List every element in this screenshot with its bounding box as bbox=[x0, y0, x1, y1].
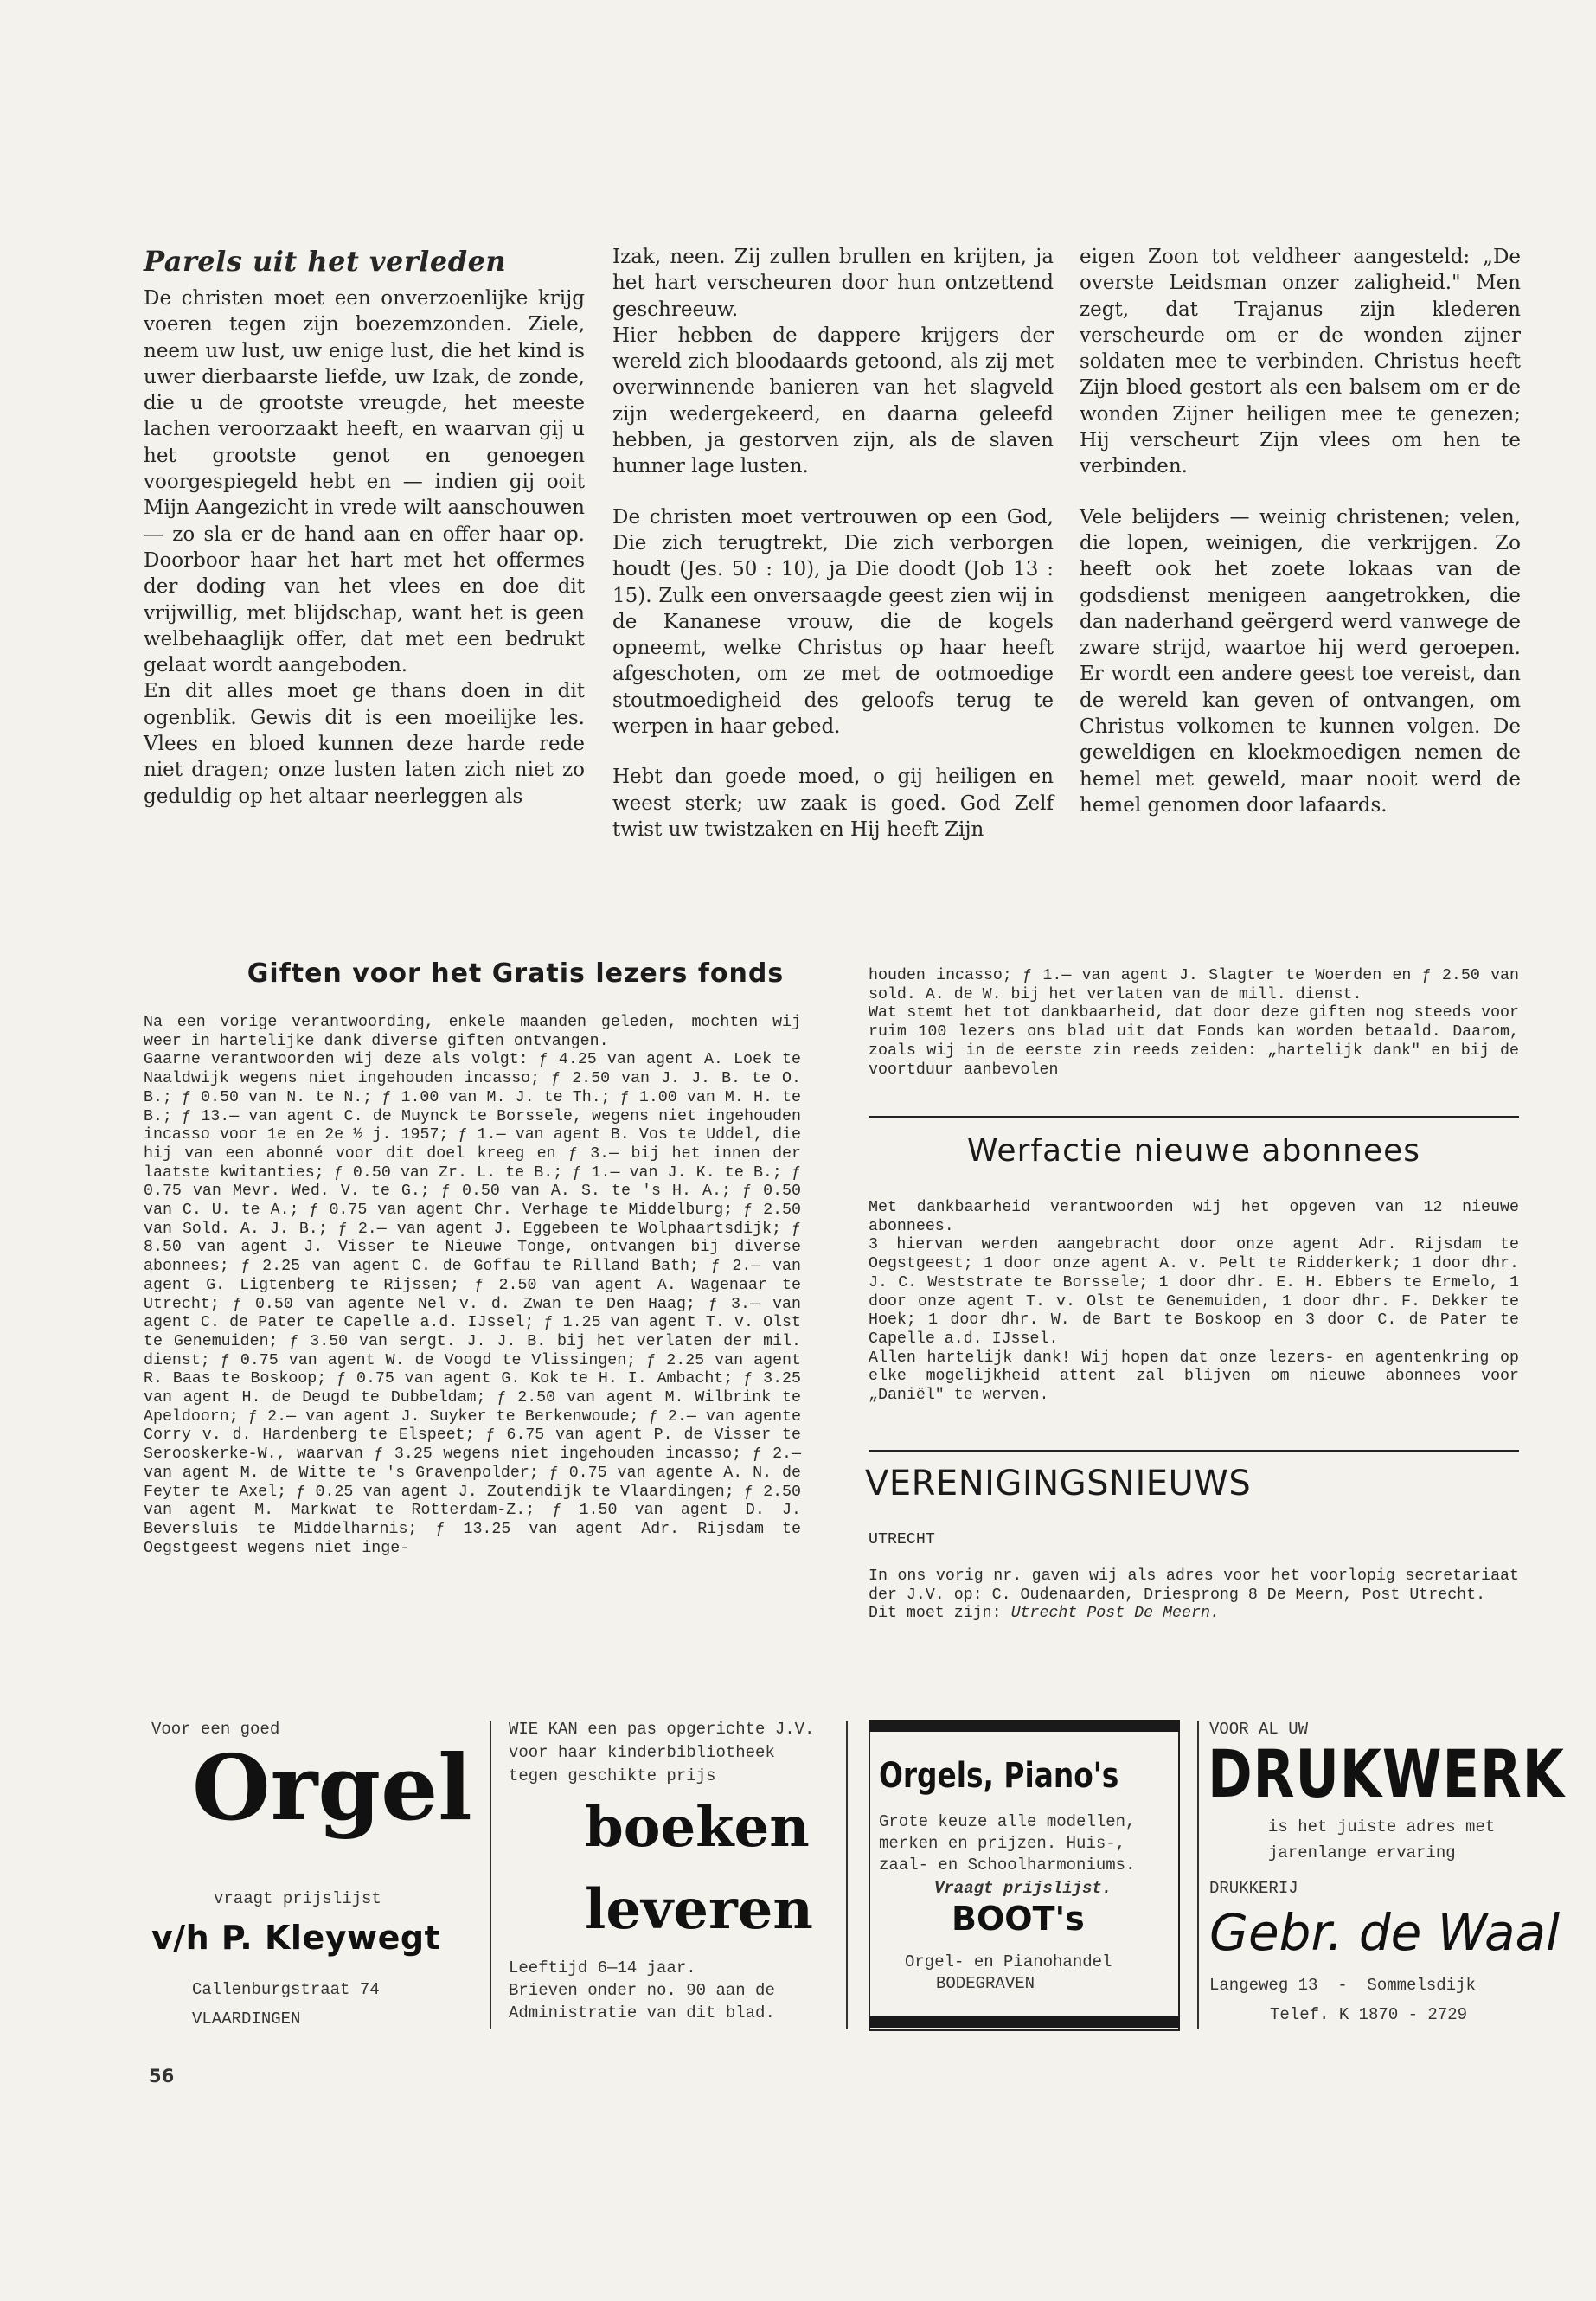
ad-boots-name: BOOT's bbox=[952, 1900, 1085, 1938]
giften-continued bbox=[869, 967, 1519, 1080]
ad-boeken-intro: WIE KAN een pas opgerichte J.V. voor haar kinderbibliotheek tegen geschikte prijs bbox=[509, 1720, 815, 1785]
article-column-3 bbox=[1080, 244, 1521, 818]
giften-paragraph: Wat stemt het tot dankbaarheid, dat door deze giften nog steeds voor ruim 100 lezers ons blad uit dat Fonds kan worden betaald. Daarom, zoals wij in de eerste zin reeds zeiden: „hartelijk dank" en bij de voortduur aanbevolen bbox=[869, 1004, 1519, 1079]
article-column-1 bbox=[144, 244, 585, 810]
ad-orgel-headline: Orgel bbox=[192, 1734, 472, 1841]
giften-title: Giften voor het Gratis lezers fonds bbox=[247, 958, 785, 989]
ad-drukwerk-label: DRUKKERIJ bbox=[1209, 1879, 1298, 1898]
ad-orgel-prijslijst: vraagt prijslijst bbox=[214, 1889, 381, 1908]
correction-prefix: Dit moet zijn: bbox=[869, 1605, 1011, 1623]
verenigingsnieuws-subtitle: UTRECHT bbox=[869, 1531, 935, 1548]
werfactie-title: Werfactie nieuwe abonnees bbox=[966, 1133, 1421, 1169]
ad-boeken-details bbox=[509, 1957, 829, 2024]
divider bbox=[869, 1116, 1519, 1118]
ad-divider bbox=[846, 1721, 848, 2029]
werfactie-paragraph: 3 hiervan werden aangebracht door onze agent Adr. Rijsdam te Oegstgeest; 1 door onze agent A. v. Pelt te Ridderkerk; 1 door dhr. J. C. Weststrate te Borssele; 1 door dhr. E. H. Ebbers te Ermelo, 1 door onze agent T. v. Olst te Genemuiden, 1 door dhr. F. Dekker te Hoek; 1 door dhr. W. de Bart te Boskoop en 3 door C. de Pater te Capelle a.d. IJssel. bbox=[869, 1236, 1519, 1348]
ad-drukwerk-headline: DRUKWERK bbox=[1208, 1735, 1565, 1812]
werfactie-paragraph: Met dankbaarheid verantwoorden wij het opgeven van 12 nieuwe abonnees. bbox=[869, 1199, 1519, 1235]
verenigingsnieuws-paragraph bbox=[869, 1605, 1519, 1624]
ad-boeken-age: Leeftijd 6—14 jaar. bbox=[509, 1958, 696, 1977]
ad-boots-text: Grote keuze alle modellen, merken en prijzen. Huis-, zaal- en Schoolharmoniums. bbox=[879, 1812, 1136, 1875]
ad-drukwerk-phone: Telef. K 1870 - 2729 bbox=[1270, 2005, 1468, 2024]
giften-paragraph: Gaarne verantwoorden wij deze als volgt: ƒ 4.25 van agent A. Loek te Naaldwijk wegens niet ingehouden incasso; ƒ 2.50 van J. J. B. te O. B.; ƒ 0.50 van N. te N.; ƒ 1.00 van M. J. te Th.; ƒ 1.00 van M. H. te B.; ƒ 13.— van agent C. de Muynck te Borssele, wegens niet ingehouden incasso voor 1e en 2e ½ j. 1957; ƒ 1.— van agent B. Vos te Uddel, die hij van een abonné voor dit doel kreeg en ƒ 3.— bij het innen der laatste kwitanties; ƒ 0.50 van Zr. L. te B.; ƒ 1.— van J. K. te B.; ƒ 0.75 van Mevr. Wed. V. te G.; ƒ 0.50 van A. S. te 's H. A.; ƒ 0.50 van C. U. te A.; ƒ 0.75 van agent Chr. Verhage te Middelburg; ƒ 2.50 van Sold. A. J. B.; ƒ 2.— van agent J. Eggebeen te Wolphaartsdijk; ƒ 8.50 van agent J. Visser te Nieuwe Tonge, ontvangen bij diverse abonnees; ƒ 2.25 van agent C. de Goffau te Rilland Bath; ƒ 2.— van agent G. Ligtenberg te Rijssen; ƒ 2.50 van agent A. Wagenaar te Utrecht; ƒ 0.50 van agente Nel v. d. Zwan te Den Haag; ƒ 3.— van agent C. de Pater te Capelle a.d. IJssel; ƒ 1.25 van agent T. v. Olst te Genemuiden; ƒ 3.50 van sergt. J. J. B. bij het verlaten der mil. dienst; ƒ 0.75 van agent W. de Voogd te Vlissingen; ƒ 2.25 van agent R. Baas te Boskoop; ƒ 0.75 van agent G. Kok te H. I. Ambacht; ƒ 3.25 van agent H. de Deugd te Dubbeldam; ƒ 2.50 van agent M. Wilbrink te Apeldoorn; ƒ 2.— van agent J. Suyker te Berkenwoude; ƒ 2.— van agente Corry v. d. Hardenberg te Elspeet; ƒ 6.75 van agent P. de Visser te Serooskerke-W., waarvan ƒ 3.25 wegens niet ingehouden incasso; ƒ 2.— van agent M. de Witte te 's Gravenpolder; ƒ 0.75 van agente A. N. de Feyter te Axel; ƒ 0.25 van agent J. Zoutendijk te Vlaardingen; ƒ 2.50 van agent M. Markwat te Rotterdam-Z.; ƒ 1.50 van agent D. J. Beversluis te Middelharnis; ƒ 13.25 van agent Adr. Rijsdam te Oegstgeest wegens niet inge- bbox=[144, 1051, 801, 1557]
werfactie-body bbox=[869, 1199, 1519, 1406]
giften-body bbox=[144, 1014, 801, 1558]
divider bbox=[869, 1450, 1519, 1452]
article-paragraph: Izak, neen. Zij zullen brullen en krijten, ja het hart verscheuren door hun ontzettend geschreeuw. bbox=[612, 246, 1054, 321]
ad-drukwerk-name: Gebr. de Waal bbox=[1209, 1903, 1561, 1962]
ad-divider bbox=[490, 1721, 491, 2029]
ad-divider bbox=[1197, 1721, 1199, 2029]
article-paragraph: Hebt dan goede moed, o gij heiligen en weest sterk; uw zaak is goed. God Zelf twist uw twistzaken en Hij heeft Zijn bbox=[612, 766, 1054, 841]
article-paragraph: Hier hebben de dappere krijgers der wereld zich bloodaards getoond, als zij met overwinnende banieren van het slagveld zijn wedergekeerd, en daarna geleefd hebben, ja gestorven zijn, als de slaven hunner lage lusten. bbox=[612, 324, 1054, 478]
ad-boeken-headline-1: boeken bbox=[585, 1795, 810, 1860]
verenigingsnieuws-title: VERENIGINGSNIEUWS bbox=[865, 1464, 1252, 1503]
verenigingsnieuws-body bbox=[869, 1567, 1519, 1624]
giften-paragraph: Na een vorige verantwoording, enkele maanden geleden, mochten wij weer in hartelijke dank diverse giften ontvangen. bbox=[144, 1014, 801, 1050]
article-title: Parels uit het verleden bbox=[144, 245, 507, 278]
ad-drukwerk-text: is het juiste adres met jarenlange ervaring bbox=[1268, 1817, 1496, 1862]
page-number: 56 bbox=[149, 2066, 175, 2086]
article-paragraph: De christen moet vertrouwen op een God, Die zich terugtrekt, Die zich verborgen houdt (Jes. 50 : 10), ja Die doodt (Job 13 : 15). Zulk een onversaagde geest zien wij in de Kananese vrouw, die de kogels opneemt, welke Christus op haar heeft afgeschoten, om ze met de ootmoedige stoutmoedigheid des geloofs terug te werpen in haar gebed. bbox=[612, 505, 1054, 739]
ad-orgel-street: Callenburgstraat 74 bbox=[192, 1980, 380, 1999]
giften-paragraph: houden incasso; ƒ 1.— van agent J. Slagter te Woerden en ƒ 2.50 van sold. A. de W. bij het verlaten van de mill. dienst. bbox=[869, 967, 1519, 1003]
ad-orgel-intro: Voor een goed bbox=[151, 1720, 280, 1739]
article-paragraph: eigen Zoon tot veldheer aangesteld: „De overste Leidsman onzer zaligheid." Men zegt, dat Trajanus zijn klederen verscheurde om er de wonden zijner soldaten mee te verbinden. Christus heeft Zijn bloed gestort als een balsem om er de wonden Zijner heiligen mee te genezen; Hij verscheurt Zijn vlees om hen te verbinden. bbox=[1080, 246, 1521, 478]
verenigingsnieuws-paragraph: In ons vorig nr. gaven wij als adres voor het voorlopig secretariaat der J.V. op: C. Oudenaarden, Driesprong 8 De Meern, Post Utrecht. bbox=[869, 1567, 1519, 1604]
ad-boots-line-2: BODEGRAVEN bbox=[936, 1974, 1035, 1993]
ad-boots-headline: Orgels, Piano's bbox=[879, 1756, 1119, 1796]
ad-boots-line-1: Orgel- en Pianohandel bbox=[905, 1952, 1112, 1971]
ad-orgel-name: v/h P. Kleywegt bbox=[151, 1919, 441, 1957]
ad-boots-prijslijst: Vraagt prijslijst. bbox=[934, 1879, 1112, 1898]
correction-value: Utrecht Post De Meern. bbox=[1010, 1605, 1220, 1623]
ad-boots-top-bar bbox=[869, 1720, 1180, 1732]
ad-boeken-letters: Brieven onder no. 90 aan de Administratie van dit blad. bbox=[509, 1981, 775, 2022]
article-column-2 bbox=[612, 244, 1054, 843]
ad-drukwerk-address: Langeweg 13 - Sommelsdijk bbox=[1209, 1976, 1476, 1995]
ad-drukwerk-intro: VOOR AL UW bbox=[1209, 1720, 1309, 1739]
ad-boots-bottom-bar bbox=[869, 2016, 1180, 2028]
article-paragraph: Vele belijders — weinig christenen; velen, die lopen, weinigen, die verkrijgen. Zo heeft ook het zoete lokaas van de godsdienst menigeen aangetrokken, die dan naderhand geërgerd werd vanwege de zware strijd, waartoe hij werd geroepen. Er wordt een andere geest toe vereist, dan de wereld kan geven of ontvangen, om Christus volkomen te kunnen volgen. De geweldigen en kloekmoedigen nemen de hemel met geweld, maar nooit werd de hemel genomen door lafaards. bbox=[1080, 505, 1521, 817]
article-paragraph: En dit alles moet ge thans doen in dit ogenblik. Gewis dit is een moeilijke les. Vlees en bloed kunnen deze harde rede niet dragen; onze lusten laten zich niet zo geduldig op het altaar neerleggen als bbox=[144, 680, 585, 808]
ad-boeken-headline-2: leveren bbox=[585, 1877, 813, 1942]
werfactie-paragraph: Allen hartelijk dank! Wij hopen dat onze lezers- en agentenkring op elke mogelijkheid attent zal blijven om nieuwe abonnees voor „Daniël" te werven. bbox=[869, 1349, 1519, 1405]
ad-orgel-city: VLAARDINGEN bbox=[192, 2009, 301, 2029]
article-paragraph: De christen moet een onverzoenlijke krijg voeren tegen zijn boezemzonden. Ziele, neem uw lust, uw enige lust, die het kind is uwer dierbaarste liefde, uw Izak, de zonde, die u de grootste vreugde, het meeste lachen veroorzaakt heeft, en waarvan gij u het grootste genot en genoegen voorgespiegeld hebt en — indien gij ooit Mijn Aangezicht in vrede wilt aanschouwen — zo sla er de hand aan en offer haar op. Doorboor haar het hart met het offermes der doding van het vlees en doe dit vrijwillig, met blijdschap, want het is geen welbehaaglijk offer, dat met een bedrukt gelaat wordt aangeboden. bbox=[144, 287, 585, 677]
